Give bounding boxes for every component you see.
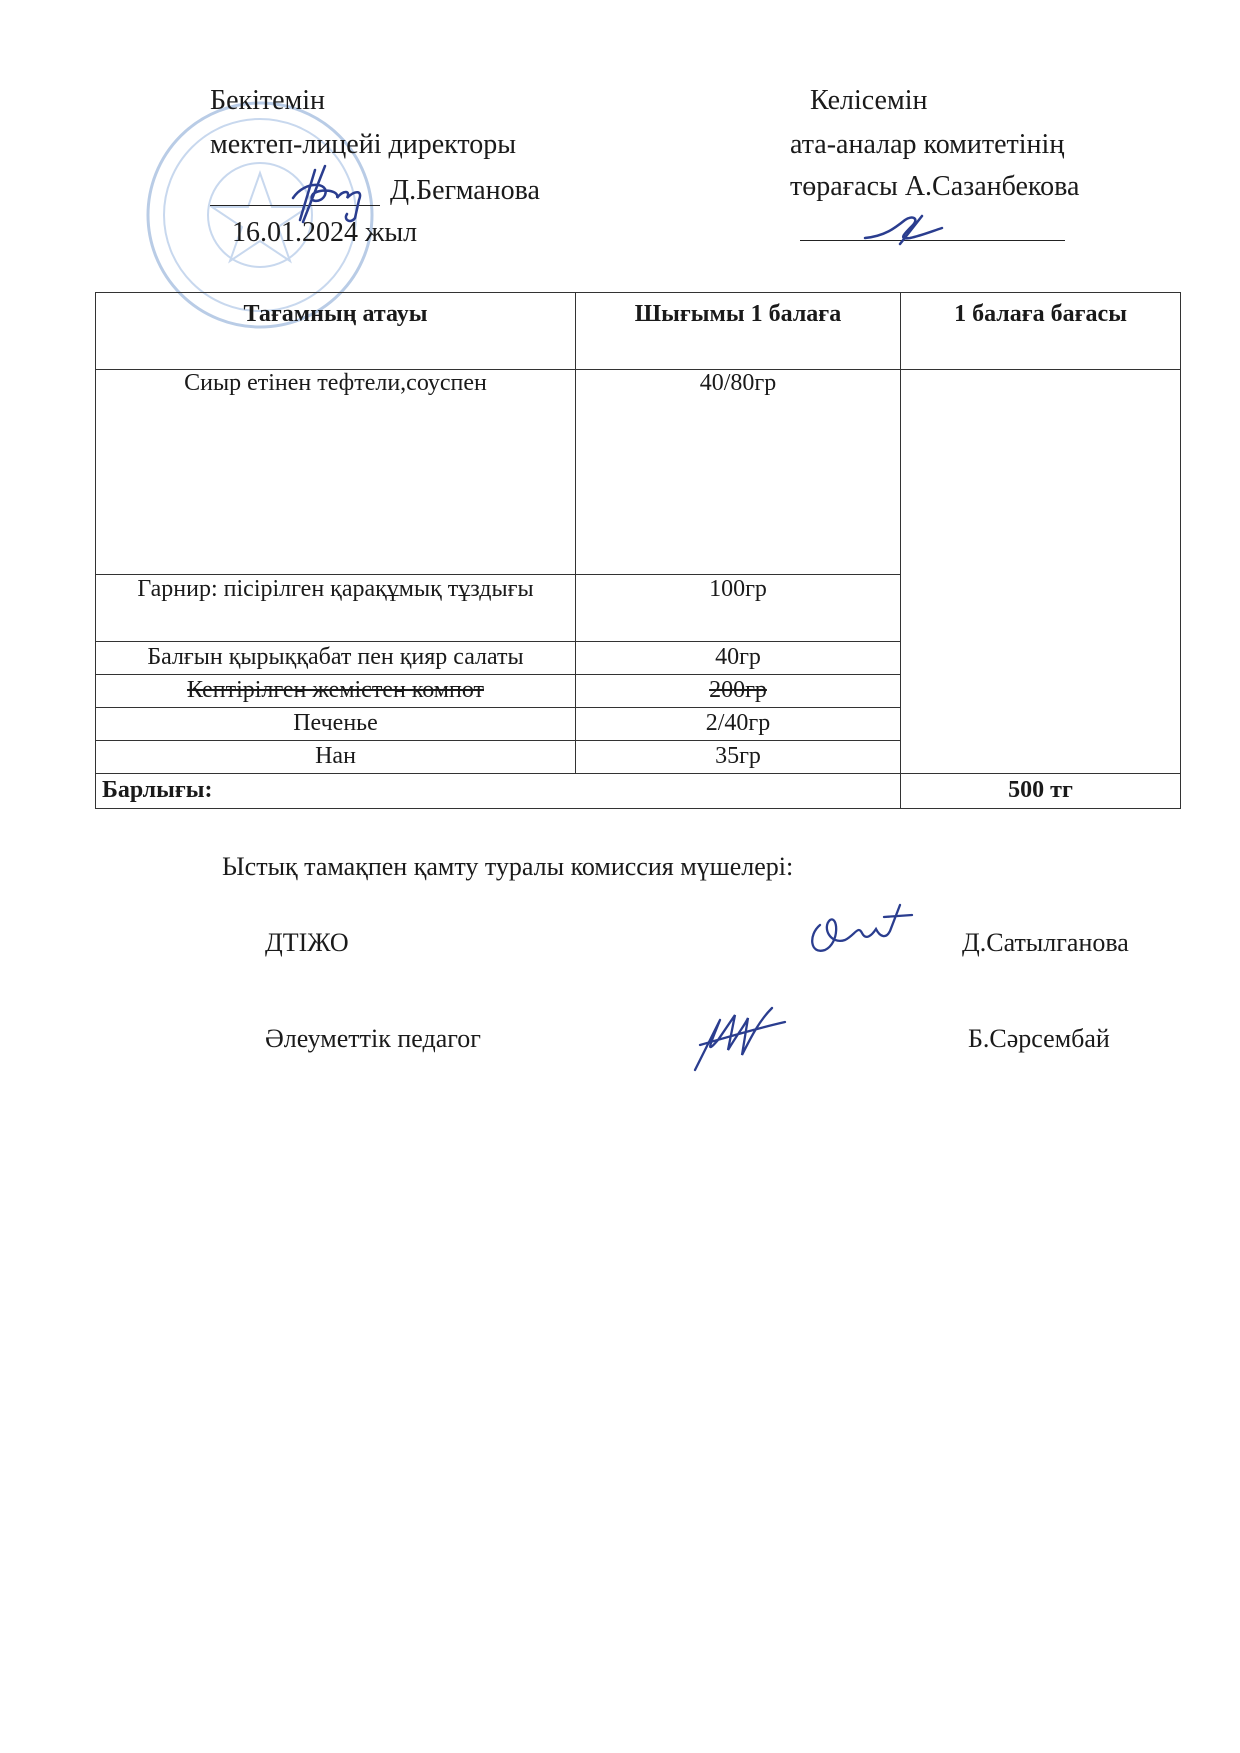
director-name: Д.Бегманова (390, 175, 540, 206)
approval-date: 16.01.2024 жыл (232, 217, 418, 248)
dish-portion: 200гр (576, 675, 901, 708)
dish-name: Гарнир: пісірілген қарақұмық тұздығы (96, 575, 576, 642)
dish-portion: 40/80гр (576, 370, 901, 575)
member-name: Д.Сатылганова (962, 928, 1129, 957)
dish-name: Нан (96, 741, 576, 774)
member-name: Б.Сәрсембай (968, 1024, 1110, 1053)
member-signature (800, 895, 920, 965)
committee-title: ата-аналар комитетінің (790, 129, 1065, 160)
header-portion: Шығымы 1 балаға (576, 293, 901, 370)
dish-name: Балғын қырыққабат пен қияр салаты (96, 642, 576, 675)
menu-table (95, 292, 1181, 809)
chair-signature (860, 210, 950, 250)
dish-portion: 35гр (576, 741, 901, 774)
dish-portion: 100гр (576, 575, 901, 642)
approve-label: Бекітемін (210, 85, 326, 116)
total-value: 500 тг (901, 774, 1181, 809)
total-label: Барлығы: (96, 774, 901, 809)
committee-chair: төрағасы А.Сазанбекова (790, 171, 1080, 202)
total-row (96, 774, 1181, 809)
table-header-row (96, 293, 1181, 370)
member-signature (690, 1000, 790, 1075)
price-cell (901, 370, 1181, 774)
header-dish-name: Тағамның атауы (96, 293, 576, 370)
dish-name: Кептірілген жемістен компот (96, 675, 576, 708)
header-price: 1 балаға бағасы (901, 293, 1181, 370)
director-title: мектеп-лицейі директоры (210, 129, 517, 160)
dish-portion: 2/40гр (576, 708, 901, 741)
dish-name: Сиыр етінен тефтели,соуспен (96, 370, 576, 575)
agree-label: Келісемін (810, 85, 928, 116)
member-role: ДТІЖО (265, 928, 349, 957)
table-row (96, 370, 1181, 575)
dish-name: Печенье (96, 708, 576, 741)
commission-title: Ыстық тамақпен қамту туралы комиссия мүшелері: (222, 852, 794, 881)
dish-portion: 40гр (576, 642, 901, 675)
member-role: Әлеуметтік педагог (265, 1024, 481, 1053)
